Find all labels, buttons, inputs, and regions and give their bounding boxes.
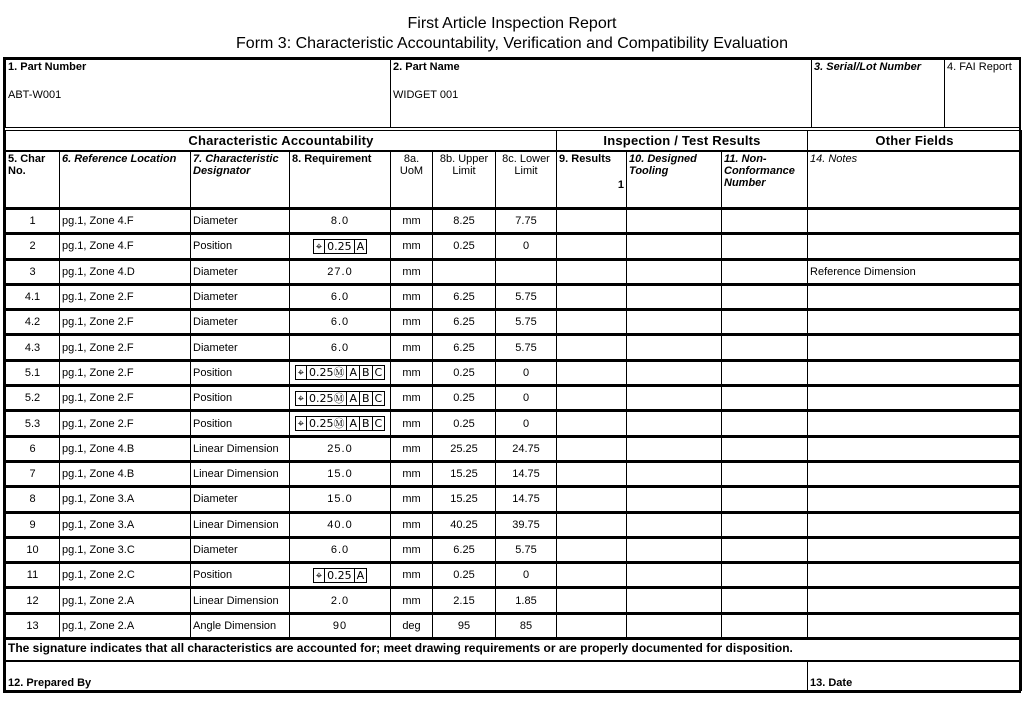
- designator-cell[interactable]: Diameter: [191, 335, 290, 360]
- tooling-cell[interactable]: [627, 461, 722, 486]
- position-symbol-icon: ⌖: [297, 391, 304, 405]
- designator-cell[interactable]: Position: [191, 234, 290, 259]
- notes-cell[interactable]: [808, 537, 1022, 562]
- tooling-cell[interactable]: [627, 386, 722, 411]
- tooling-cell[interactable]: [627, 360, 722, 385]
- results-cell[interactable]: [557, 310, 627, 335]
- fai-report-label: 4. FAI Report: [947, 61, 1012, 73]
- nonconformance-cell[interactable]: [722, 563, 808, 588]
- fcf-segment: B: [359, 366, 372, 379]
- report-titles: [0, 14, 1024, 54]
- fcf-segment: 0.25: [324, 240, 354, 253]
- position-symbol-icon: ⌖: [315, 568, 323, 582]
- col-tooling: 10. Designed Tooling: [627, 151, 722, 209]
- tooling-cell[interactable]: [627, 259, 722, 284]
- lower-limit-cell[interactable]: 85: [496, 613, 557, 638]
- part-number-label: 1. Part Number: [8, 61, 87, 73]
- tooling-cell[interactable]: [627, 613, 722, 638]
- table-row: [6, 512, 1022, 537]
- tooling-cell[interactable]: [627, 335, 722, 360]
- designator-cell[interactable]: Diameter: [191, 310, 290, 335]
- position-symbol-icon: ⌖: [315, 239, 323, 253]
- tooling-cell[interactable]: [627, 487, 722, 512]
- designator-cell[interactable]: Angle Dimension: [191, 613, 290, 638]
- designator-cell[interactable]: Position: [191, 386, 290, 411]
- lower-limit-cell[interactable]: 24.75: [496, 436, 557, 461]
- results-cell[interactable]: [557, 461, 627, 486]
- requirement-cell[interactable]: [290, 411, 391, 436]
- results-cell[interactable]: [557, 537, 627, 562]
- nonconformance-cell[interactable]: [722, 461, 808, 486]
- results-cell[interactable]: [557, 209, 627, 234]
- notes-cell[interactable]: [808, 588, 1022, 613]
- upper-limit-cell[interactable]: 2.15: [433, 588, 496, 613]
- section-header-row: [6, 131, 1022, 151]
- uom-cell[interactable]: mm: [391, 310, 433, 335]
- table-row: [6, 310, 1022, 335]
- requirement-cell[interactable]: 6.0: [290, 335, 391, 360]
- nonconformance-cell[interactable]: [722, 310, 808, 335]
- tooling-cell[interactable]: [627, 512, 722, 537]
- lower-limit-cell[interactable]: 1.85: [496, 588, 557, 613]
- designator-cell[interactable]: Linear Dimension: [191, 436, 290, 461]
- results-cell[interactable]: [557, 613, 627, 638]
- designator-cell[interactable]: Position: [191, 411, 290, 436]
- nonconformance-cell[interactable]: [722, 234, 808, 259]
- char-no-cell[interactable]: 6: [6, 436, 60, 461]
- footer-row: [6, 661, 1022, 691]
- upper-limit-cell[interactable]: 0.25: [433, 411, 496, 436]
- char-no-cell[interactable]: 1: [6, 209, 60, 234]
- tooling-cell[interactable]: [627, 537, 722, 562]
- table-row: [6, 461, 1022, 486]
- report-subtitle: Form 3: Characteristic Accountability, Verification and Compatibility Evaluation: [236, 35, 788, 52]
- table-row: [6, 537, 1022, 562]
- header-table: [5, 59, 1020, 128]
- ref-location-cell[interactable]: pg.1, Zone 3.C: [60, 537, 191, 562]
- results-cell[interactable]: [557, 259, 627, 284]
- requirement-cell[interactable]: 25.0: [290, 436, 391, 461]
- lower-limit-cell[interactable]: 5.75: [496, 310, 557, 335]
- notes-cell[interactable]: [808, 411, 1022, 436]
- table-row: [6, 209, 1022, 234]
- requirement-cell[interactable]: 90: [290, 613, 391, 638]
- notes-cell[interactable]: [808, 386, 1022, 411]
- notes-cell[interactable]: [808, 436, 1022, 461]
- tooling-cell[interactable]: [627, 284, 722, 309]
- ref-location-cell[interactable]: pg.1, Zone 4.D: [60, 259, 191, 284]
- lower-limit-cell[interactable]: 0: [496, 386, 557, 411]
- nonconformance-cell[interactable]: [722, 512, 808, 537]
- ref-location-cell[interactable]: pg.1, Zone 2.F: [60, 310, 191, 335]
- ref-location-cell[interactable]: pg.1, Zone 3.A: [60, 512, 191, 537]
- results-cell[interactable]: [557, 563, 627, 588]
- col-designator: 7. Characteristic Designator: [191, 151, 290, 209]
- lower-limit-cell[interactable]: 39.75: [496, 512, 557, 537]
- notes-cell[interactable]: [808, 310, 1022, 335]
- table-row: [6, 436, 1022, 461]
- fcf-segment: 0.25Ⓜ: [306, 417, 347, 430]
- feature-control-frame: [313, 239, 367, 254]
- char-no-cell[interactable]: 5.2: [6, 386, 60, 411]
- fai-report-cell[interactable]: [945, 60, 1020, 128]
- table-row: [6, 487, 1022, 512]
- ref-location-cell[interactable]: pg.1, Zone 2.C: [60, 563, 191, 588]
- char-no-cell[interactable]: 5.3: [6, 411, 60, 436]
- char-no-cell[interactable]: 2: [6, 234, 60, 259]
- uom-cell[interactable]: mm: [391, 487, 433, 512]
- nonconformance-cell[interactable]: [722, 537, 808, 562]
- char-no-cell[interactable]: 4.3: [6, 335, 60, 360]
- results-cell[interactable]: [557, 436, 627, 461]
- uom-cell[interactable]: deg: [391, 613, 433, 638]
- designator-cell[interactable]: Linear Dimension: [191, 512, 290, 537]
- char-no-cell[interactable]: 9: [6, 512, 60, 537]
- lower-limit-cell[interactable]: 7.75: [496, 209, 557, 234]
- fcf-segment: C: [372, 366, 385, 379]
- ref-location-cell[interactable]: pg.1, Zone 2.F: [60, 360, 191, 385]
- results-cell[interactable]: [557, 588, 627, 613]
- notes-cell[interactable]: [808, 487, 1022, 512]
- upper-limit-cell[interactable]: 40.25: [433, 512, 496, 537]
- requirement-cell[interactable]: [290, 234, 391, 259]
- fcf-segment: A: [346, 392, 359, 405]
- nonconformance-cell[interactable]: [722, 436, 808, 461]
- signature-statement: The signature indicates that all characteristics are accounted for; meet drawing requirements or are properly documented for disposition.: [6, 639, 1022, 661]
- fcf-segment: C: [372, 417, 385, 430]
- nonconformance-cell[interactable]: [722, 335, 808, 360]
- ref-location-cell[interactable]: pg.1, Zone 4.B: [60, 461, 191, 486]
- tooling-cell[interactable]: [627, 436, 722, 461]
- uom-cell[interactable]: mm: [391, 436, 433, 461]
- ref-location-cell[interactable]: pg.1, Zone 4.F: [60, 234, 191, 259]
- char-no-cell[interactable]: 3: [6, 259, 60, 284]
- section-accountability: Characteristic Accountability: [6, 131, 557, 151]
- lower-limit-cell[interactable]: 5.75: [496, 335, 557, 360]
- col-upper: 8b. Upper Limit: [433, 151, 496, 209]
- lower-limit-cell[interactable]: 14.75: [496, 487, 557, 512]
- nonconformance-cell[interactable]: [722, 360, 808, 385]
- requirement-cell[interactable]: 2.0: [290, 588, 391, 613]
- tooling-cell[interactable]: [627, 411, 722, 436]
- serial-lot-cell[interactable]: [812, 60, 945, 128]
- lower-limit-cell[interactable]: 0: [496, 234, 557, 259]
- notes-cell[interactable]: [808, 234, 1022, 259]
- tooling-cell[interactable]: [627, 563, 722, 588]
- feature-control-frame: [295, 416, 385, 431]
- col-ref-location: 6. Reference Location: [60, 151, 191, 209]
- table-row: [6, 411, 1022, 436]
- requirement-cell[interactable]: 6.0: [290, 537, 391, 562]
- fcf-segment: A: [354, 569, 367, 582]
- notes-cell[interactable]: [808, 461, 1022, 486]
- requirement-cell[interactable]: [290, 360, 391, 385]
- fai-form: [3, 57, 1021, 693]
- table-row: [6, 335, 1022, 360]
- signature-row: [6, 639, 1022, 661]
- fcf-segment: A: [354, 240, 367, 253]
- requirement-cell[interactable]: 15.0: [290, 461, 391, 486]
- lower-limit-cell[interactable]: 0: [496, 360, 557, 385]
- uom-cell[interactable]: mm: [391, 563, 433, 588]
- nonconformance-cell[interactable]: [722, 386, 808, 411]
- requirement-cell[interactable]: 40.0: [290, 512, 391, 537]
- requirement-cell[interactable]: [290, 563, 391, 588]
- requirement-cell[interactable]: 6.0: [290, 310, 391, 335]
- lower-limit-cell[interactable]: 0: [496, 411, 557, 436]
- nonconformance-cell[interactable]: [722, 487, 808, 512]
- results-cell[interactable]: [557, 335, 627, 360]
- table-row: [6, 284, 1022, 309]
- uom-cell[interactable]: mm: [391, 234, 433, 259]
- uom-cell[interactable]: mm: [391, 360, 433, 385]
- upper-limit-cell[interactable]: 6.25: [433, 537, 496, 562]
- upper-limit-cell[interactable]: 0.25: [433, 360, 496, 385]
- part-name-cell[interactable]: [391, 60, 812, 128]
- ref-location-cell[interactable]: pg.1, Zone 2.F: [60, 386, 191, 411]
- results-cell[interactable]: [557, 234, 627, 259]
- date-field[interactable]: 13. Date: [808, 661, 1022, 691]
- results-cell[interactable]: [557, 487, 627, 512]
- ref-location-cell[interactable]: pg.1, Zone 2.F: [60, 284, 191, 309]
- designator-cell[interactable]: Position: [191, 563, 290, 588]
- table-row: [6, 386, 1022, 411]
- requirement-cell[interactable]: 8.0: [290, 209, 391, 234]
- lower-limit-cell[interactable]: 5.75: [496, 537, 557, 562]
- nonconformance-cell[interactable]: [722, 209, 808, 234]
- tooling-cell[interactable]: [627, 234, 722, 259]
- table-row: [6, 563, 1022, 588]
- lower-limit-cell[interactable]: 14.75: [496, 461, 557, 486]
- fcf-segment: 0.25Ⓜ: [306, 366, 347, 379]
- requirement-cell[interactable]: 27.0: [290, 259, 391, 284]
- char-no-cell[interactable]: 4.2: [6, 310, 60, 335]
- table-row: [6, 588, 1022, 613]
- col-notes: 14. Notes: [808, 151, 1022, 209]
- lower-limit-cell[interactable]: 0: [496, 563, 557, 588]
- notes-cell[interactable]: [808, 284, 1022, 309]
- table-row: [6, 613, 1022, 638]
- fcf-segment: B: [359, 392, 372, 405]
- fcf-segment: 0.25Ⓜ: [306, 392, 347, 405]
- nonconformance-cell[interactable]: [722, 259, 808, 284]
- designator-cell[interactable]: Diameter: [191, 209, 290, 234]
- results-cell[interactable]: [557, 512, 627, 537]
- part-number-value: ABT-W001: [8, 89, 62, 101]
- notes-cell[interactable]: Reference Dimension: [808, 259, 1022, 284]
- characteristics-table: [5, 130, 1022, 691]
- section-inspection: Inspection / Test Results: [557, 131, 808, 151]
- nonconformance-cell[interactable]: [722, 411, 808, 436]
- nonconformance-cell[interactable]: [722, 588, 808, 613]
- uom-cell[interactable]: mm: [391, 209, 433, 234]
- table-row: [6, 259, 1022, 284]
- position-symbol-icon: ⌖: [297, 366, 304, 380]
- upper-limit-cell[interactable]: 25.25: [433, 436, 496, 461]
- lower-limit-cell[interactable]: 5.75: [496, 284, 557, 309]
- fcf-segment: C: [372, 392, 385, 405]
- uom-cell[interactable]: mm: [391, 411, 433, 436]
- char-no-cell[interactable]: 5.1: [6, 360, 60, 385]
- ref-location-cell[interactable]: pg.1, Zone 2.A: [60, 613, 191, 638]
- col-lower: 8c. Lower Limit: [496, 151, 557, 209]
- requirement-cell[interactable]: [290, 386, 391, 411]
- char-no-cell[interactable]: 13: [6, 613, 60, 638]
- designator-cell[interactable]: Linear Dimension: [191, 461, 290, 486]
- fcf-segment: 0.25: [324, 569, 354, 582]
- requirement-cell[interactable]: 6.0: [290, 284, 391, 309]
- feature-control-frame: [295, 391, 385, 406]
- report-title: First Article Inspection Report: [407, 15, 617, 32]
- nonconformance-cell[interactable]: [722, 284, 808, 309]
- upper-limit-cell[interactable]: [433, 259, 496, 284]
- part-name-label: 2. Part Name: [393, 61, 460, 73]
- upper-limit-cell[interactable]: 0.25: [433, 234, 496, 259]
- tooling-cell[interactable]: [627, 209, 722, 234]
- upper-limit-cell[interactable]: 6.25: [433, 310, 496, 335]
- uom-cell[interactable]: mm: [391, 588, 433, 613]
- upper-limit-cell[interactable]: 15.25: [433, 461, 496, 486]
- part-number-cell[interactable]: [6, 60, 391, 128]
- uom-cell[interactable]: mm: [391, 512, 433, 537]
- designator-cell[interactable]: Diameter: [191, 487, 290, 512]
- uom-cell[interactable]: mm: [391, 537, 433, 562]
- lower-limit-cell[interactable]: [496, 259, 557, 284]
- upper-limit-cell[interactable]: 0.25: [433, 563, 496, 588]
- feature-control-frame: [313, 568, 367, 583]
- upper-limit-cell[interactable]: 0.25: [433, 386, 496, 411]
- notes-cell[interactable]: [808, 360, 1022, 385]
- col-results-note: 1: [617, 178, 625, 191]
- uom-cell[interactable]: mm: [391, 461, 433, 486]
- ref-location-cell[interactable]: pg.1, Zone 2.F: [60, 335, 191, 360]
- column-header-row: [6, 151, 1022, 209]
- ref-location-cell[interactable]: pg.1, Zone 3.A: [60, 487, 191, 512]
- col-requirement: 8. Requirement: [290, 151, 391, 209]
- notes-cell[interactable]: [808, 209, 1022, 234]
- table-row: [6, 360, 1022, 385]
- upper-limit-cell[interactable]: 8.25: [433, 209, 496, 234]
- requirement-cell[interactable]: 15.0: [290, 487, 391, 512]
- part-name-value: WIDGET 001: [393, 89, 459, 101]
- results-cell[interactable]: [557, 411, 627, 436]
- uom-cell[interactable]: mm: [391, 335, 433, 360]
- tooling-cell[interactable]: [627, 588, 722, 613]
- char-no-cell[interactable]: 12: [6, 588, 60, 613]
- feature-control-frame: [295, 365, 385, 380]
- ref-location-cell[interactable]: pg.1, Zone 2.F: [60, 411, 191, 436]
- tooling-cell[interactable]: [627, 310, 722, 335]
- upper-limit-cell[interactable]: 6.25: [433, 335, 496, 360]
- char-no-cell[interactable]: 11: [6, 563, 60, 588]
- fcf-segment: B: [359, 417, 372, 430]
- col-char-no: 5. Char No.: [6, 151, 60, 209]
- characteristics-rows: [6, 209, 1022, 639]
- notes-cell[interactable]: [808, 512, 1022, 537]
- notes-cell[interactable]: [808, 613, 1022, 638]
- nonconformance-cell[interactable]: [722, 613, 808, 638]
- char-no-cell[interactable]: 8: [6, 487, 60, 512]
- col-results: [557, 151, 627, 209]
- col-uom: 8a. UoM: [391, 151, 433, 209]
- prepared-by-field[interactable]: 12. Prepared By: [6, 661, 808, 691]
- position-symbol-icon: ⌖: [297, 417, 304, 431]
- uom-cell[interactable]: mm: [391, 284, 433, 309]
- designator-cell[interactable]: Linear Dimension: [191, 588, 290, 613]
- upper-limit-cell[interactable]: 15.25: [433, 487, 496, 512]
- serial-lot-label: 3. Serial/Lot Number: [814, 61, 921, 73]
- notes-cell[interactable]: [808, 563, 1022, 588]
- ref-location-cell[interactable]: pg.1, Zone 4.B: [60, 436, 191, 461]
- fcf-segment: A: [346, 417, 359, 430]
- uom-cell[interactable]: mm: [391, 386, 433, 411]
- designator-cell[interactable]: Diameter: [191, 259, 290, 284]
- uom-cell[interactable]: mm: [391, 259, 433, 284]
- char-no-cell[interactable]: 7: [6, 461, 60, 486]
- results-cell[interactable]: [557, 284, 627, 309]
- section-other: Other Fields: [808, 131, 1022, 151]
- designator-cell[interactable]: Diameter: [191, 537, 290, 562]
- designator-cell[interactable]: Diameter: [191, 284, 290, 309]
- ref-location-cell[interactable]: pg.1, Zone 2.A: [60, 588, 191, 613]
- col-results-label: 9. Results: [559, 152, 611, 165]
- ref-location-cell[interactable]: pg.1, Zone 4.F: [60, 209, 191, 234]
- designator-cell[interactable]: Position: [191, 360, 290, 385]
- fcf-segment: A: [346, 366, 359, 379]
- char-no-cell[interactable]: 10: [6, 537, 60, 562]
- table-row: [6, 234, 1022, 259]
- upper-limit-cell[interactable]: 6.25: [433, 284, 496, 309]
- notes-cell[interactable]: [808, 335, 1022, 360]
- char-no-cell[interactable]: 4.1: [6, 284, 60, 309]
- results-cell[interactable]: [557, 386, 627, 411]
- upper-limit-cell[interactable]: 95: [433, 613, 496, 638]
- results-cell[interactable]: [557, 360, 627, 385]
- col-nonconformance: 11. Non-Conformance Number: [722, 151, 808, 209]
